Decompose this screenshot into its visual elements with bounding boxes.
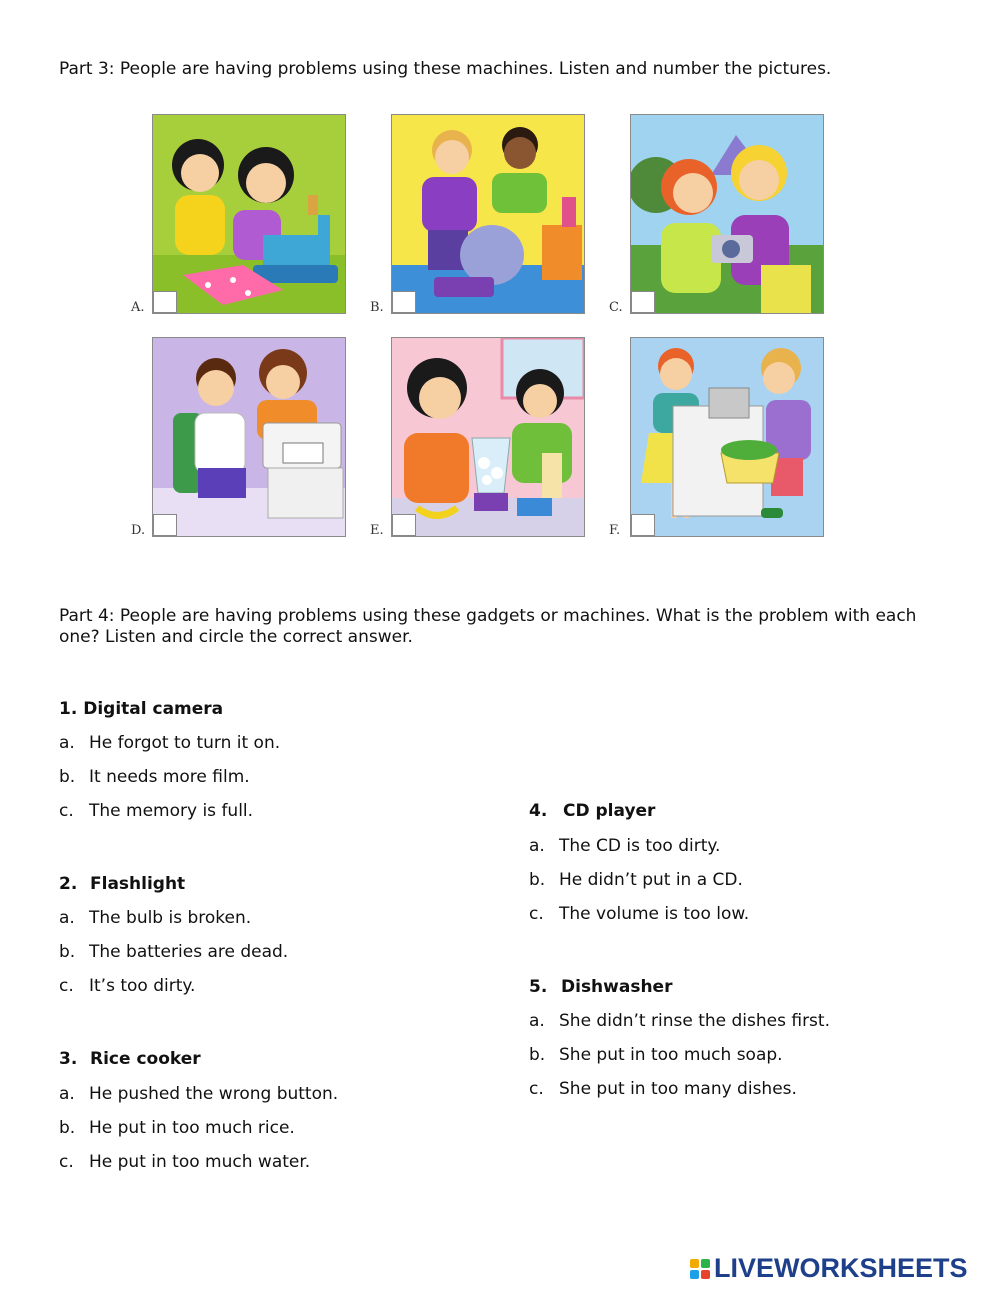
option-letter: b. [59, 1118, 76, 1138]
answer-box-e[interactable] [392, 514, 416, 536]
question-4-option-a[interactable] [529, 836, 720, 856]
option-letter: c. [59, 801, 74, 821]
answer-box-c[interactable] [631, 291, 655, 313]
sewing-machine-illustration [153, 115, 345, 313]
question-2-title [59, 874, 185, 894]
picture-c-camera [630, 114, 824, 314]
part3-instruction: Part 3: People are having problems using these machines. Listen and number the pictures. [59, 59, 832, 79]
option-text: She put in too many dishes. [559, 1079, 797, 1099]
blender-illustration [392, 338, 584, 536]
option-letter: c. [529, 904, 544, 924]
question-3-number: 3. [59, 1049, 78, 1069]
question-2-option-b[interactable] [59, 942, 288, 962]
question-5-number: 5. [529, 977, 548, 997]
logo-square-4 [701, 1270, 710, 1279]
picture-label-e: E. [370, 523, 384, 538]
option-letter: b. [59, 767, 76, 787]
question-3-option-c[interactable] [59, 1152, 310, 1172]
question-1-option-a[interactable] [59, 733, 280, 753]
option-letter: a. [529, 1011, 545, 1031]
question-5-label: Dishwasher [561, 977, 673, 997]
question-2-number: 2. [59, 874, 78, 894]
option-letter: b. [529, 1045, 546, 1065]
question-2-option-c[interactable] [59, 976, 195, 996]
question-5-option-c[interactable] [529, 1079, 797, 1099]
logo-mark-icon [690, 1259, 710, 1279]
logo-square-3 [690, 1270, 699, 1279]
question-1-number: 1. [59, 699, 78, 719]
answer-box-b[interactable] [392, 291, 416, 313]
option-text: She didn’t rinse the dishes first. [559, 1011, 830, 1031]
option-letter: b. [59, 942, 76, 962]
question-1-option-c[interactable] [59, 801, 253, 821]
option-letter: a. [529, 836, 545, 856]
question-1-label: Digital camera [83, 699, 224, 719]
question-1-option-b[interactable] [59, 767, 250, 787]
answer-box-a[interactable] [153, 291, 177, 313]
picture-label-d: D. [131, 523, 146, 538]
option-text: The batteries are dead. [89, 942, 289, 962]
option-letter: b. [529, 870, 546, 890]
option-text: The CD is too dirty. [559, 836, 721, 856]
liveworksheets-logo[interactable] [690, 1253, 968, 1284]
picture-b-vacuum-cleaner [391, 114, 585, 314]
question-3-title [59, 1049, 201, 1069]
option-letter: a. [59, 733, 75, 753]
question-4-option-b[interactable] [529, 870, 743, 890]
printer-illustration [153, 338, 345, 536]
question-4-label: CD player [563, 801, 656, 821]
question-3-option-b[interactable] [59, 1118, 295, 1138]
part4-instruction: Part 4: People are having problems using these gadgets or machines. What is the problem with each one? Listen and circle the correct answer. [59, 606, 917, 647]
option-text: The bulb is broken. [89, 908, 252, 928]
question-1-title [59, 699, 223, 719]
logo-text: LIVEWORKSHEETS [714, 1253, 968, 1283]
question-4-number: 4. [529, 801, 548, 821]
answer-box-d[interactable] [153, 514, 177, 536]
question-2-label: Flashlight [90, 874, 186, 894]
question-3-option-a[interactable] [59, 1084, 338, 1104]
option-text: It’s too dirty. [89, 976, 196, 996]
picture-label-a: A. [131, 300, 145, 315]
logo-square-1 [690, 1259, 699, 1268]
option-text: He pushed the wrong button. [89, 1084, 339, 1104]
question-3-label: Rice cooker [90, 1049, 201, 1069]
question-4-title [529, 801, 655, 821]
question-4-option-c[interactable] [529, 904, 749, 924]
option-letter: a. [59, 908, 75, 928]
option-letter: c. [59, 1152, 74, 1172]
question-5-title [529, 977, 672, 997]
question-2-option-a[interactable] [59, 908, 251, 928]
option-text: The volume is too low. [559, 904, 750, 924]
picture-f-washing-machine [630, 337, 824, 537]
camera-illustration [631, 115, 823, 313]
picture-label-f: F. [609, 523, 621, 538]
logo-square-2 [701, 1259, 710, 1268]
option-text: He didn’t put in a CD. [559, 870, 743, 890]
option-text: He put in too much rice. [89, 1118, 295, 1138]
option-letter: c. [529, 1079, 544, 1099]
option-text: The memory is full. [89, 801, 254, 821]
answer-box-f[interactable] [631, 514, 655, 536]
option-text: He put in too much water. [89, 1152, 311, 1172]
washing-machine-illustration [631, 338, 823, 536]
option-letter: c. [59, 976, 74, 996]
picture-label-c: C. [609, 300, 623, 315]
picture-label-b: B. [370, 300, 384, 315]
question-5-option-a[interactable] [529, 1011, 830, 1031]
option-text: He forgot to turn it on. [89, 733, 281, 753]
vacuum-cleaner-illustration [392, 115, 584, 313]
option-letter: a. [59, 1084, 75, 1104]
option-text: She put in too much soap. [559, 1045, 783, 1065]
picture-d-printer [152, 337, 346, 537]
picture-a-sewing-machine [152, 114, 346, 314]
picture-e-blender [391, 337, 585, 537]
option-text: It needs more film. [89, 767, 250, 787]
question-5-option-b[interactable] [529, 1045, 783, 1065]
